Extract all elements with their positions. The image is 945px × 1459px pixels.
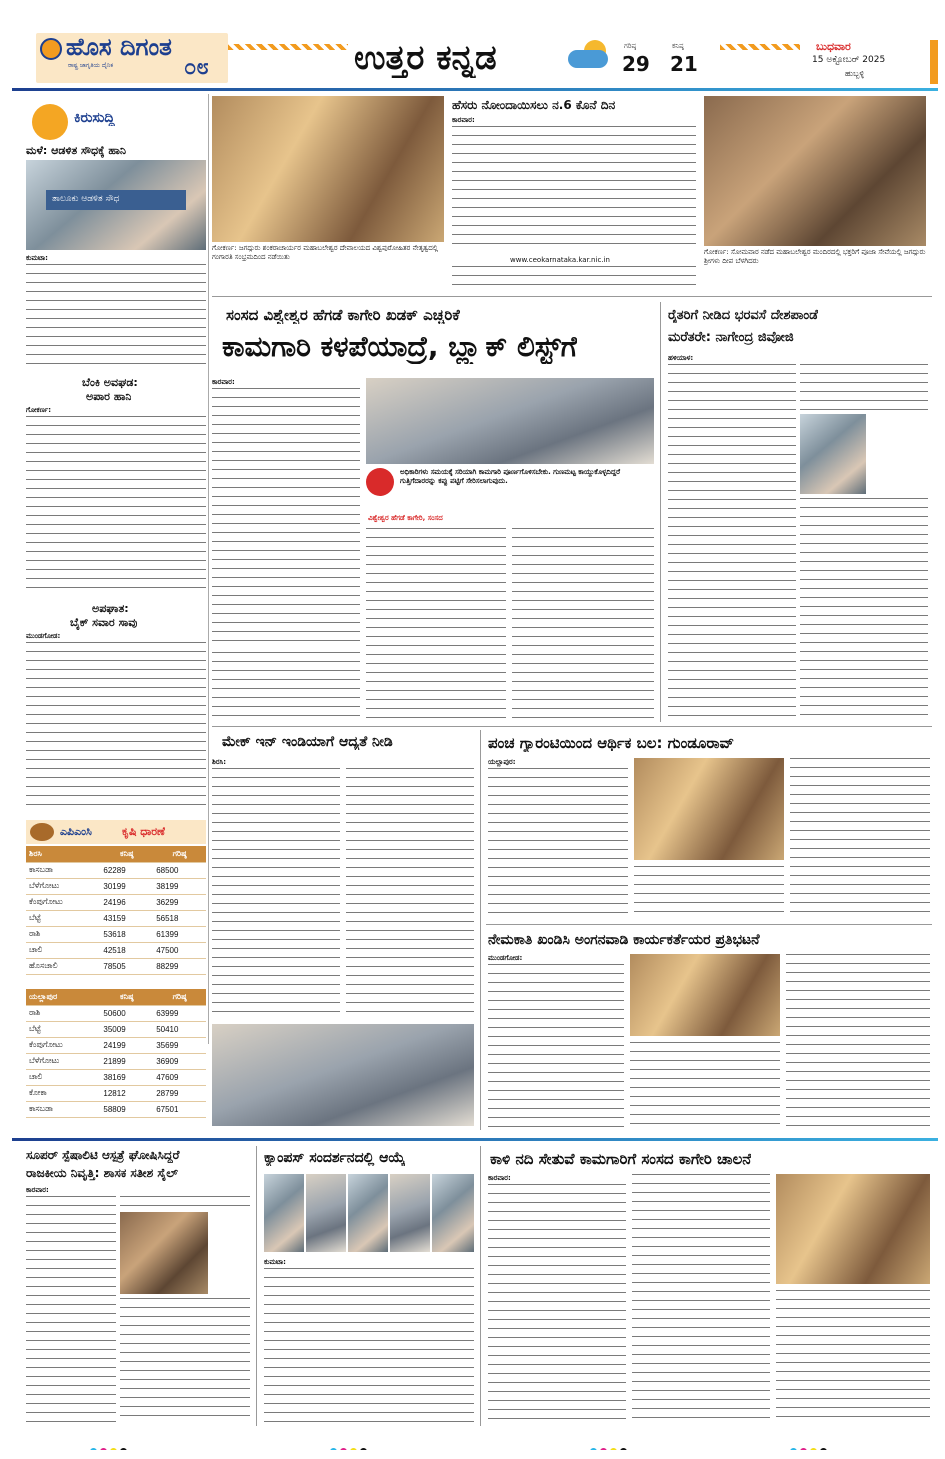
mla-photo (120, 1212, 208, 1294)
table-row: ಕೆಂಪುಗೋಟು 24196 36299 (26, 894, 206, 910)
pooja-photo (704, 96, 926, 246)
brand-emblem-icon (40, 38, 62, 60)
lead-divider (660, 302, 661, 722)
farmers-headline: ರೈತರಿಗೆ ನೀಡಿದ ಭರವಸೆ ದೇಶಪಾಂಡೆ (668, 308, 818, 323)
story3-title-1: ಅಪಘಾತ: (92, 602, 129, 615)
table-row: ರಾಶಿ 53618 61399 (26, 926, 206, 942)
farmers-dateline: ಹಳಿಯಾಳ: (668, 354, 694, 362)
farmers-col2-cont (800, 498, 928, 720)
story3-body (26, 642, 206, 812)
col-min: ಕನಿಷ್ಠ (100, 989, 153, 1005)
guarantee-headline: ಪಂಚ ಗ್ಯಾರಂಟಿಯಿಂದ ಆರ್ಥಿಕ ಬಲ: ಗುಂಡೂರಾವ್ (488, 734, 735, 752)
table-row: ಹೊಸಚಾಲಿ 78505 88299 (26, 958, 206, 974)
building-sign: ತಾಲೂಕು ಆಡಳಿತ ಸೌಧ (52, 194, 120, 204)
farmers-col2 (800, 364, 928, 410)
edition-title: ಉತ್ತರ ಕನ್ನಡ (354, 38, 497, 78)
cloud-sun-icon (568, 40, 612, 70)
anganwadi-rule (486, 924, 932, 925)
table-row: ಕಾಸಬಡಾ 58809 67501 (26, 1101, 206, 1117)
issue-date: 15 ಅಕ್ಟೋಬರ್ 2025 (812, 55, 886, 65)
nagendra-portrait (800, 414, 866, 494)
farmers-headline-2: ಮರೆತರೇ: ನಾಗೇಂದ್ರ ಜಿವೋಜಿ (668, 330, 794, 345)
student-photo (306, 1174, 346, 1252)
admin-building-photo (26, 160, 206, 250)
hospital-headline-2: ರಾಜಕೀಯ ನಿವೃತ್ತಿ: ಶಾಸಕ ಸತೀಶ ಸೈಲ್ (26, 1166, 178, 1180)
campus-body (264, 1268, 474, 1422)
farmers-col1 (668, 364, 796, 720)
guarantee-col3 (790, 758, 930, 918)
lead-quote: ಅಧಿಕಾರಿಗಳು ಸಮಯಕ್ಕೆ ಸರಿಯಾಗಿ ಕಾಮಗಾರಿ ಪೂರ್ಣಗೊಳಿಸಬೇಕು. ಗುಣಮಟ್ಟ ಕಾಯ್ದುಕೊಳ್ಳದಿದ್ದರೆ ಗುತ್ತಿಗೆದಾರರನ್ನು ಕಪ್ಪು ಪಟ್ಟಿಗೆ ಸೇರಿಸಲಾಗುವುದು. (400, 468, 621, 485)
col-min: ಕನಿಷ್ಠ (100, 846, 153, 862)
bottom-divider-2 (480, 1146, 481, 1426)
sidebar-divider (208, 94, 209, 1044)
make-in-india-dateline: ಶಿರಸಿ: (212, 758, 227, 766)
weekday: ಬುಧವಾರ (816, 40, 851, 53)
student-photo (348, 1174, 388, 1252)
apmc-table-yellapur (26, 989, 206, 1118)
page-number: ೦೮ (184, 55, 209, 80)
quote-mark-icon (366, 468, 394, 496)
masthead-stripe (228, 44, 348, 50)
mid-rule (212, 726, 932, 727)
lead-col1-cont (212, 652, 360, 720)
guarantee-dateline: ಯಲ್ಲಾಪುರ: (488, 758, 516, 766)
voter-body (452, 126, 696, 250)
lead-col1 (212, 388, 360, 648)
story2-body (26, 416, 206, 596)
voter-headline: ಹೆಸರು ನೋಂದಾಯಿಸಲು ನ.6 ಕೊನೆ ದಿನ (452, 98, 616, 112)
gangarati-photo (212, 96, 444, 242)
voter-body-end (452, 266, 696, 290)
meeting-photo (366, 378, 654, 464)
bridge-col3 (776, 1290, 930, 1422)
table-row: ಚಾಲಿ 38169 47609 (26, 1069, 206, 1085)
bottom-divider-1 (256, 1146, 257, 1426)
apmc-banner (26, 820, 206, 844)
make-in-india-headline: ಮೇಕ್ ಇನ್ ಇಂಡಿಯಾಗೆ ಆದ್ಯತೆ ನೀಡಿ (222, 734, 393, 750)
apmc-title-b: ಕೃಷಿ ಧಾರಣೆ (122, 825, 166, 838)
mii-col2 (346, 768, 474, 1018)
col-max: ಗರಿಷ್ಠ (153, 846, 206, 862)
table-row: ಬೆಟ್ಟೆ 35009 50410 (26, 1021, 206, 1037)
caption-left: ಗೋಕರ್ಣ: ಜಗದ್ಗುರು ಶಂಕರಾಚಾರ್ಯರ ಮಹಾಬಲೇಶ್ವರ ದೇವಾಲಯದ ವಿಶ್ವಪುರೋಹಿತರ ನೇತೃತ್ವದಲ್ಲಿ ಗಂಗಾರತಿ ಸಂಭ್ರಮದಿಂದ ನಡೆಯಿತು (212, 244, 439, 261)
masthead-rule (12, 88, 938, 91)
min-temp: 21 (670, 52, 698, 76)
brand-logo[interactable] (36, 33, 228, 83)
max-label: ಗರಿಷ್ಠ (624, 42, 637, 50)
student-photo (432, 1174, 474, 1252)
col-market: ಯಲ್ಲಾಪುರ (26, 989, 100, 1005)
bridge-col2 (632, 1174, 770, 1422)
areca-icon (30, 823, 54, 841)
story3-title-2: ಬೈಕ್ ಸವಾರ ಸಾವು (70, 616, 138, 629)
anganwadi-dateline: ಮುಂಡಗೋಡ: (488, 954, 523, 962)
registration-marks (90, 1440, 850, 1450)
apmc-title-a: ಎಪಿಎಂಸಿ (60, 825, 92, 838)
table-row: ರಾಶಿ 50600 63999 (26, 1005, 206, 1021)
lead-kicker: ಸಂಸದ ವಿಶ್ವೇಶ್ವರ ಹೆಗಡೆ ಕಾಗೇರಿ ಖಡಕ್ ಎಚ್ಚರಿಕೆ (226, 306, 460, 324)
table-row: ಬೆಳೆಗೋಟು 30199 38199 (26, 878, 206, 894)
lead-col2 (366, 528, 506, 720)
top-row-rule (212, 296, 932, 297)
story1-title: ಮಳೆ: ಆಡಳಿತ ಸೌಧಕ್ಕೆ ಹಾನಿ (26, 144, 126, 157)
student-photo (390, 1174, 430, 1252)
bottom-rule (12, 1138, 938, 1141)
campus-dateline: ಕುಮಟಾ: (264, 1258, 286, 1266)
anganwadi-col3 (786, 954, 930, 1130)
col-max: ಗರಿಷ್ಠ (153, 989, 206, 1005)
bridge-col1 (488, 1184, 626, 1422)
table-row: ಕೋಕಾ 12812 28799 (26, 1085, 206, 1101)
hospital-dateline: ಕಾರವಾರ: (26, 1186, 49, 1194)
voter-dateline: ಕಾರವಾರ: (452, 116, 475, 124)
story2-dateline: ಗೋಕರ್ಣ: (26, 406, 52, 414)
inauguration-photo (634, 758, 784, 860)
story1-body (26, 264, 206, 369)
voter-url: www.ceokarnataka.kar.nic.in (510, 256, 610, 264)
max-temp: 29 (622, 52, 650, 76)
hospital-col1 (26, 1196, 116, 1422)
bridge-dateline: ಕಾರವಾರ: (488, 1174, 511, 1182)
guarantee-col2 (634, 866, 784, 918)
anganwadi-col1 (488, 964, 624, 1130)
caption-right: ಗೋಕರ್ಣ: ಸೋಮವಾರ ನಡೆದ ಮಹಾಬಲೇಶ್ವರ ಮಂದಿರದಲ್ಲಿ ಭಕ್ತರಿಗೆ ಪೂಜಾ ಸೇವೆಯಲ್ಲಿ ಜಗದ್ಗುರು ಶ್ರೀಗಳು ದೀಪ ಬೆಳಗಿದರು (704, 248, 926, 265)
protest-photo (630, 954, 780, 1036)
brand-name: ಹೊಸ ದಿಗಂತ (66, 33, 172, 61)
seminar-photo (212, 1024, 474, 1126)
hospital-headline-1: ಸೂಪರ್ ಸ್ಪೆಷಾಲಿಟಿ ಆಸ್ಪತ್ರೆ ಘೋಷಿಸಿದ್ದರೆ (26, 1148, 180, 1162)
table-row: ಚಾಲಿ 42518 47500 (26, 942, 206, 958)
lead-quote-attribution: ವಿಶ್ವೇಶ್ವರ ಹೆಗಡೆ ಕಾಗೇರಿ, ಸಂಸದ (368, 514, 443, 522)
anganwadi-headline: ನೇಮಕಾತಿ ಖಂಡಿಸಿ ಅಂಗನವಾಡಿ ಕಾರ್ಯಕರ್ತೆಯರ ಪ್ರತಿಭಟನೆ (488, 932, 760, 948)
lead-headline: ಕಾಮಗಾರಿ ಕಳಪೆಯಾದ್ರೆ, ಬ್ಲ್ಯಾಕ್ ಲಿಸ್ಟ್‌ಗೆ (222, 330, 578, 363)
col-market: ಶಿರಸಿ (26, 846, 100, 862)
bridge-headline: ಕಾಳಿ ನದಿ ಸೇತುವೆ ಕಾಮಗಾರಿಗೆ ಸಂಸದ ಕಾಗೇರಿ ಚಾಲನೆ (490, 1150, 752, 1168)
student-photo (264, 1174, 304, 1252)
guarantee-col1 (488, 768, 628, 918)
table-row: ಕೆಂಪುಗೋಟು 24199 35699 (26, 1037, 206, 1053)
kirusuddi-label: ಕಿರುಸುದ್ದಿ (74, 110, 115, 126)
bridge-ceremony-photo (776, 1174, 930, 1284)
brand-tagline: ರಾಷ್ಟ್ರ ಜಾಗೃತಿಯ ದೈನಿಕ (68, 62, 114, 69)
campus-headline: ಕ್ಯಾಂಪಸ್ ಸಂದರ್ಶನದಲ್ಲಿ ಆಯ್ಕೆ (264, 1150, 406, 1166)
story1-dateline: ಕುಮಟಾ: (26, 254, 48, 262)
table-row: ಬೆಟ್ಟೆ 43159 56518 (26, 910, 206, 926)
lead-col3 (512, 528, 654, 720)
story2-title-1: ಬೆಂಕಿ ಅವಘಡ: (82, 376, 138, 389)
table-row: ಕಾಸಬಡಾ 62289 68500 (26, 862, 206, 878)
hospital-col2 (120, 1196, 250, 1210)
anganwadi-col2 (630, 1042, 780, 1130)
lead-dateline: ಕಾರವಾರ: (212, 378, 235, 386)
city: ಹುಬ್ಬಳ್ಳಿ (845, 69, 865, 78)
min-label: ಕನಿಷ್ಠ (672, 42, 684, 50)
student-photos (264, 1174, 474, 1252)
story2-title-2: ಅಪಾರ ಹಾನಿ (86, 390, 132, 403)
hospital-col2-cont (120, 1298, 250, 1422)
masthead-side-bar (930, 40, 938, 84)
mii-col1 (212, 768, 340, 1018)
hand-icon (32, 104, 68, 140)
mid-divider (480, 730, 481, 1130)
story3-dateline: ಮುಂಡಗೋಡ: (26, 632, 61, 640)
table-row: ಬೆಳೆಗೋಟು 21899 36909 (26, 1053, 206, 1069)
masthead (0, 0, 945, 88)
apmc-table-sirsi (26, 846, 206, 975)
kirusuddi-banner (32, 100, 182, 140)
masthead-stripe-right (720, 44, 800, 50)
